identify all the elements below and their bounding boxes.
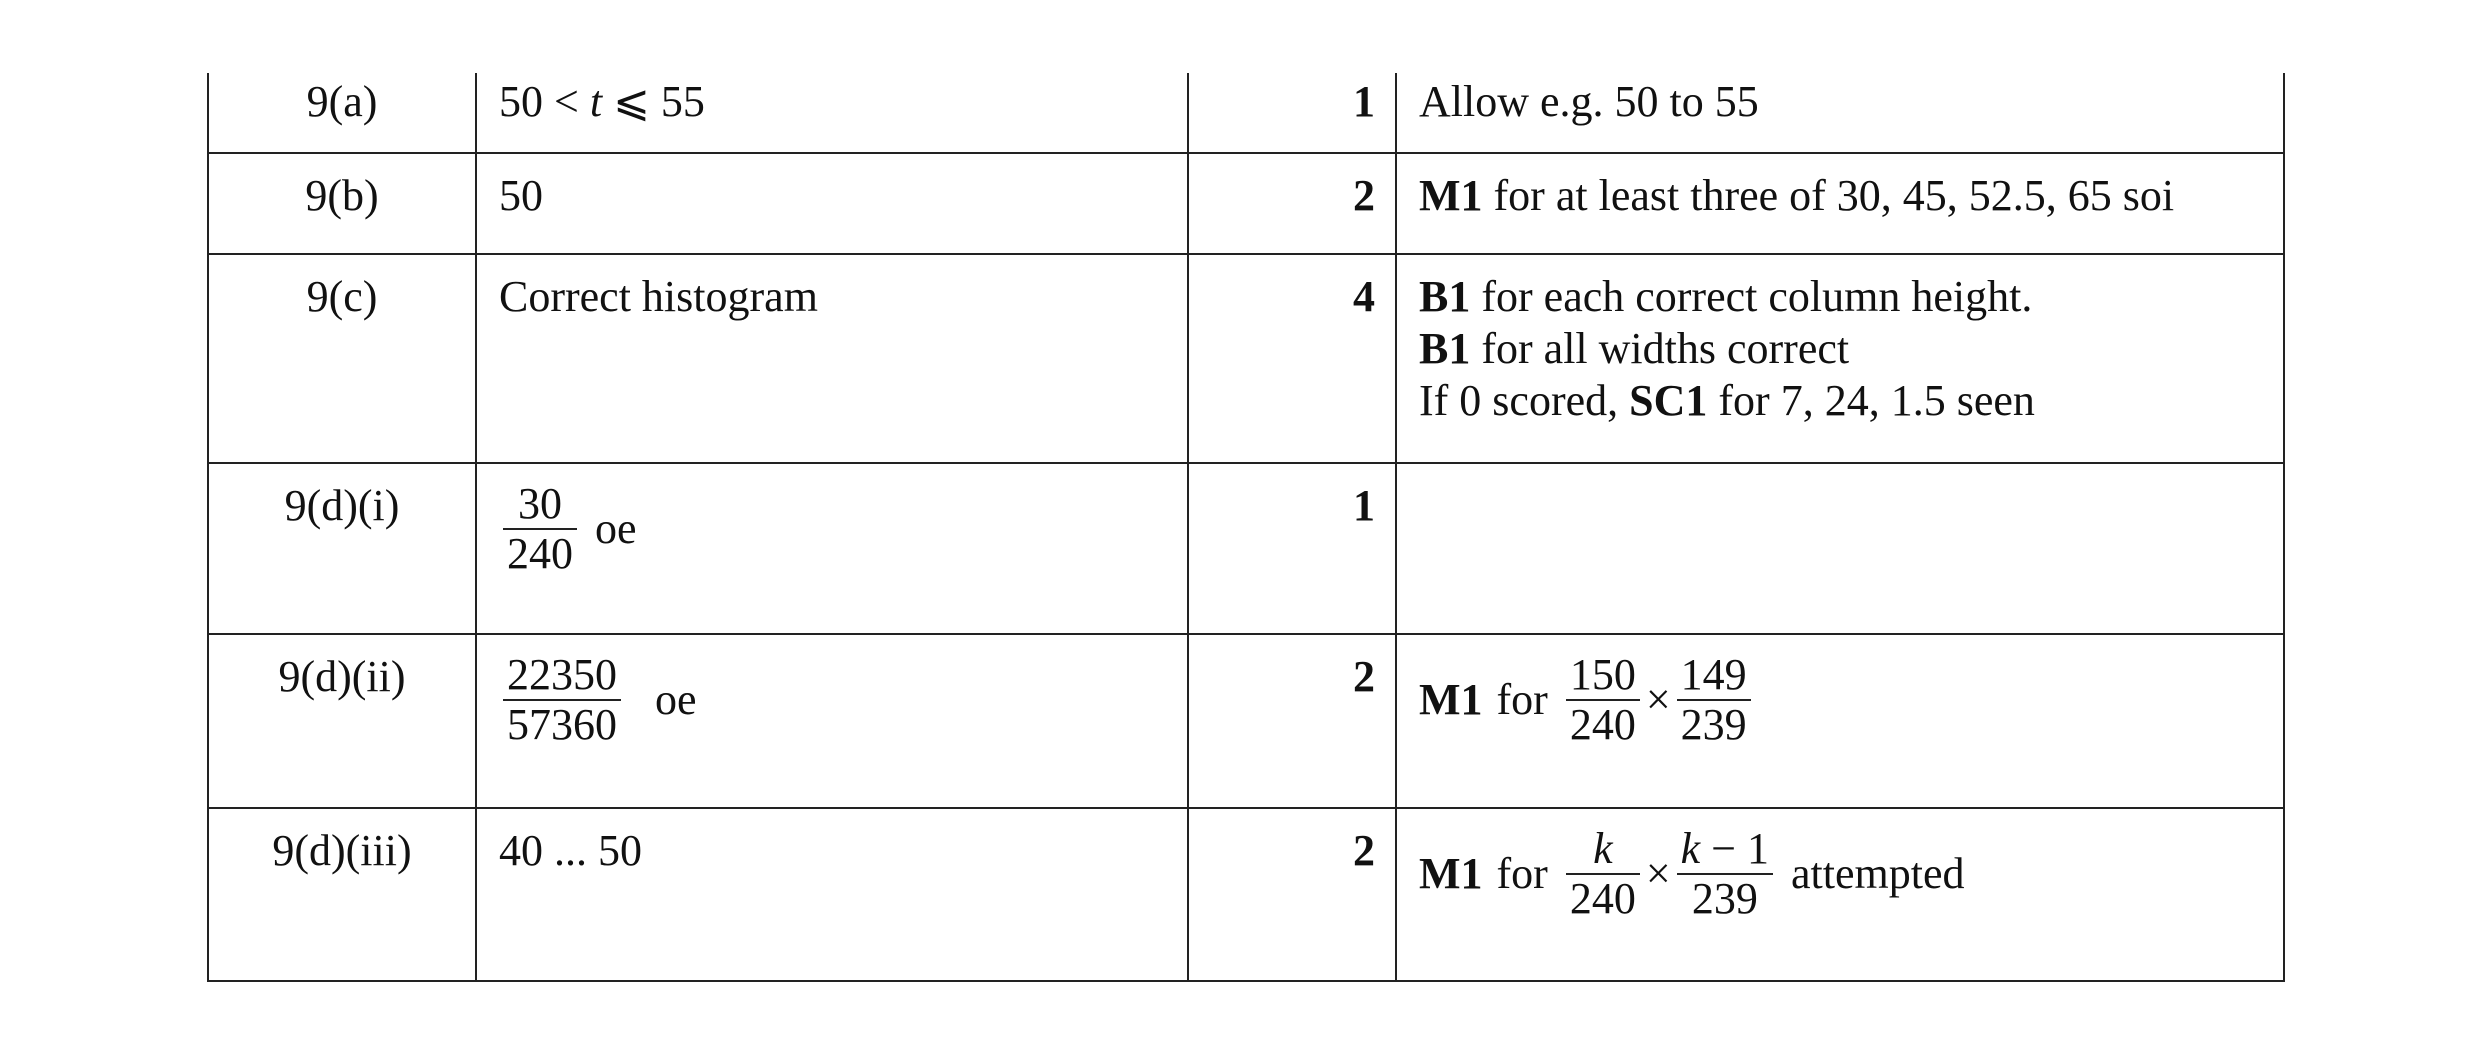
numerator: k [1566, 825, 1640, 875]
numerator: 149 [1677, 651, 1751, 701]
mark-code: M1 [1419, 849, 1483, 898]
table-row [208, 254, 2284, 463]
guidance-cell: Allow e.g. 50 to 55 [1396, 73, 2284, 153]
marks: 1 [1188, 463, 1396, 634]
numerator [1677, 825, 1773, 875]
mark-code: M1 [1419, 171, 1483, 220]
guidance-text: for [1496, 675, 1548, 724]
denominator: 239 [1691, 874, 1758, 923]
question-number: 9(a) [208, 73, 476, 153]
mark-scheme-table [207, 73, 2285, 982]
fraction [1677, 651, 1751, 749]
answer-cell [476, 634, 1188, 808]
guidance-line [1419, 323, 2263, 375]
marks: 2 [1188, 153, 1396, 254]
question-number: 9(d)(ii) [208, 634, 476, 808]
numerator: 30 [503, 480, 577, 530]
times-sign: × [1645, 849, 1671, 898]
guidance-text: for each correct column height. [1470, 272, 2033, 321]
question-number: 9(c) [208, 254, 476, 463]
guidance-line [1419, 271, 2263, 323]
variable-t: t [589, 77, 603, 126]
guidance-cell [1396, 808, 2284, 981]
answer-cell: 40 ... 50 [476, 808, 1188, 981]
fraction [1566, 825, 1640, 923]
oe-label: oe [655, 675, 697, 724]
mark-code: M1 [1419, 675, 1483, 724]
marks: 2 [1188, 634, 1396, 808]
answer-text: ⩽ 55 [602, 77, 705, 126]
guidance-cell [1396, 634, 2284, 808]
denominator: 57360 [507, 700, 617, 749]
question-number: 9(b) [208, 153, 476, 254]
numerator: 150 [1566, 651, 1640, 701]
guidance-line [1419, 375, 2263, 427]
answer-cell: 50 [476, 153, 1188, 254]
guidance-cell [1396, 463, 2284, 634]
numerator-rest: − 1 [1700, 824, 1770, 873]
times-sign: × [1645, 675, 1671, 724]
guidance-text: for at least three of 30, 45, 52.5, 65 soi [1482, 171, 2175, 220]
question-number: 9(d)(i) [208, 463, 476, 634]
denominator: 239 [1680, 700, 1747, 749]
answer-text: 50 < [499, 77, 590, 126]
guidance-cell [1396, 254, 2284, 463]
fraction [503, 651, 621, 749]
fraction [1677, 825, 1773, 923]
guidance-cell [1396, 153, 2284, 254]
guidance-text: attempted [1791, 849, 1965, 898]
guidance-expression [1419, 651, 2263, 749]
marks: 4 [1188, 254, 1396, 463]
guidance-text: for [1496, 849, 1548, 898]
table-row [208, 808, 2284, 981]
table-row [208, 153, 2284, 254]
fraction [503, 480, 577, 578]
guidance-text: If 0 scored, [1419, 376, 1630, 425]
variable-k: k [1680, 824, 1701, 873]
mark-code: B1 [1419, 272, 1471, 321]
answer-cell [476, 463, 1188, 634]
marks: 2 [1188, 808, 1396, 981]
guidance-text: for 7, 24, 1.5 seen [1707, 376, 2035, 425]
denominator: 240 [507, 529, 573, 578]
denominator: 240 [1569, 700, 1636, 749]
table-row [208, 463, 2284, 634]
fraction [1566, 651, 1640, 749]
guidance-text: for all widths correct [1470, 324, 1850, 373]
table-row [208, 634, 2284, 808]
answer-cell [476, 73, 1188, 153]
numerator: 22350 [503, 651, 621, 701]
question-number: 9(d)(iii) [208, 808, 476, 981]
mark-code: B1 [1419, 324, 1471, 373]
denominator: 240 [1569, 874, 1636, 923]
guidance-expression [1419, 825, 2263, 923]
answer-expression [499, 651, 1167, 749]
marks: 1 [1188, 73, 1396, 153]
mark-code: SC1 [1629, 376, 1708, 425]
answer-cell: Correct histogram [476, 254, 1188, 463]
table-row [208, 73, 2284, 153]
oe-label: oe [595, 504, 637, 553]
answer-expression [499, 480, 1167, 578]
